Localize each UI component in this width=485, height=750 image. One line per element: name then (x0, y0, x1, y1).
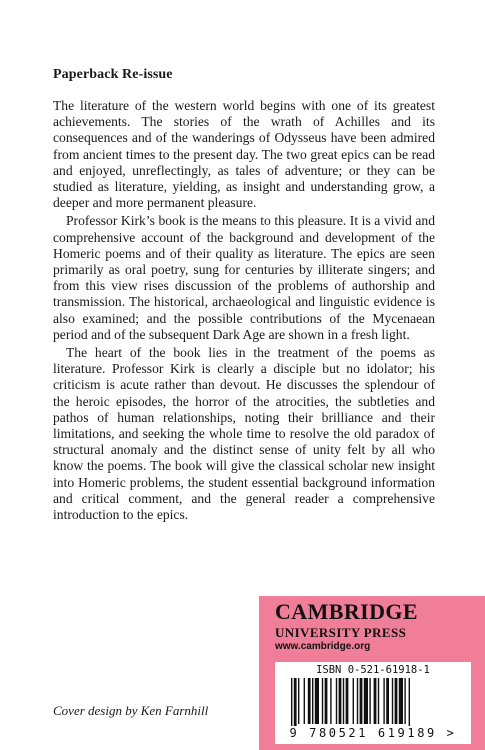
publisher-logo-line2: UNIVERSITY PRESS (275, 625, 407, 640)
barcode-bar (325, 678, 328, 724)
publisher-url: www.cambridge.org (275, 641, 371, 652)
barcode-bar (339, 678, 342, 724)
barcode-bar (378, 678, 379, 724)
barcode-bar (369, 678, 370, 724)
barcode-bar (346, 678, 349, 724)
barcode-digits: 9 780521 619189 > (289, 726, 457, 740)
barcode-bar (357, 678, 358, 724)
barcode-bar (392, 678, 393, 724)
barcode-bar (304, 678, 305, 724)
barcode-bar (364, 678, 368, 724)
barcode-bar (395, 678, 398, 724)
barcode-bar (315, 678, 319, 724)
barcode-bar (386, 678, 389, 724)
blurb-paragraph-2: Professor Kirk’s book is the means to this pleasure. It is a vivid and comprehensive account of the background and development of the Homeric poems and of their quality as literature. The epics are seen primarily as oral poetry, sung for centuries by illiterate singers; and from this view rises discussion of the problems of authorship and transmission. The historical, archaeological and linguistic evidence is also examined; and the possible contributions of the Mycenaean period and of the subsequent Dark Age are shown in a fresh light. (53, 213, 435, 342)
barcode-bar (343, 678, 344, 724)
barcode-bar (322, 678, 323, 724)
publisher-panel (259, 596, 485, 750)
barcode-bar (404, 678, 405, 724)
barcode-bar (291, 678, 292, 726)
publisher-logo-line1: CAMBRIDGE (275, 599, 418, 624)
blurb-body (53, 98, 435, 525)
barcode-bar (383, 678, 384, 724)
barcode-bar (409, 678, 410, 726)
barcode-bar (312, 678, 313, 724)
barcode-bar (330, 678, 331, 724)
barcode-bar (336, 678, 337, 724)
cover-design-credit: Cover design by Ken Farnhill (53, 703, 209, 718)
barcode-bar (353, 678, 354, 724)
barcode-bar (298, 678, 299, 724)
barcode-bar (308, 678, 311, 724)
barcode-bar (360, 678, 363, 724)
blurb-paragraph-3: The heart of the book lies in the treatment of the poems as literature. Professor Kirk is clearly a disciple but no idolator; his criticism is acute rather than devout. He discusses the splendour of the heroic episodes, the horror of the atrocities, the subtleties and pathos of human relationships, noting their brilliance and their limitations, and seeking the whole time to resolve the old paradox of structural anomaly and the distinct sense of unity felt by all who know the poems. The book will give the classical scholar new insight into Homeric problems, the student essential background information and critical comment, and the general reader a comprehensive introduction to the epics. (53, 345, 435, 523)
barcode-icon (289, 678, 457, 726)
section-heading: Paperback Re-issue (53, 67, 173, 82)
blurb-paragraph-1: The literature of the western world begins with one of its greatest achievements. The stories of the wrath of Achilles and its consequences and of the wanderings of Odysseus have been admired from ancient times to the present day. The two great epics can be read and enjoyed, unreflectingly, as tales of adventure; or they can be studied as literature, yielding, as insight and understanding grow, a deeper and more permanent pleasure. (53, 98, 435, 211)
isbn-label: ISBN 0-521-61918-1 (316, 664, 430, 676)
barcode-panel (275, 662, 471, 744)
barcode-bar (294, 678, 297, 726)
barcode-bar (399, 678, 403, 724)
barcode-bar (374, 678, 377, 724)
